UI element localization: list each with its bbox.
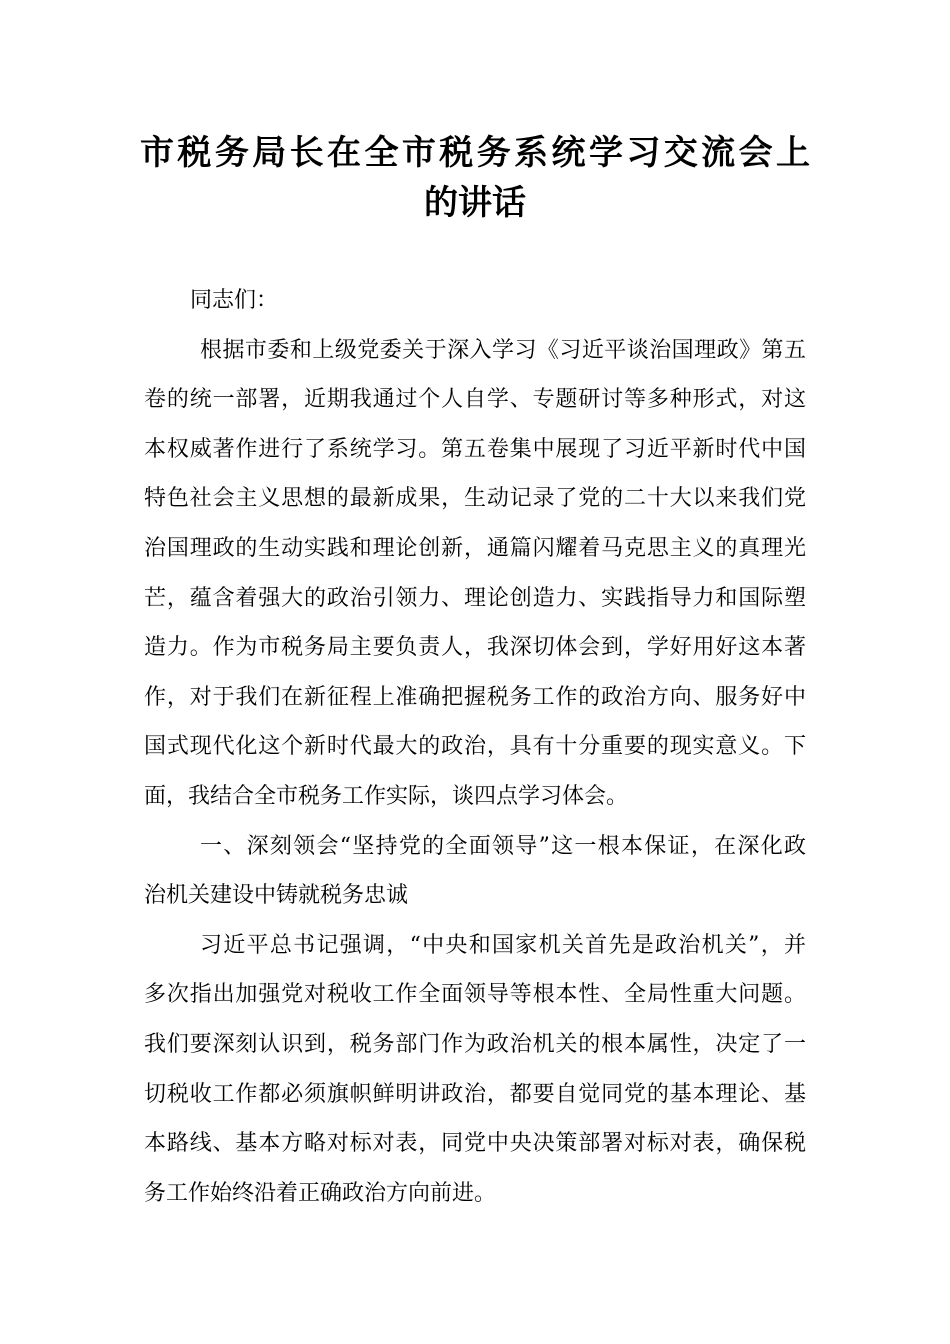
paragraph-line: 卷的统一部署，近期我通过个人自学、专题研讨等多种形式，对这 [144,387,806,413]
paragraph-line: 特色社会主义思想的最新成果，生动记录了党的二十大以来我们党 [144,486,806,512]
paragraph-line: 治国理政的生动实践和理论创新，通篇闪耀着马克思主义的真理光 [144,535,806,561]
paragraph-line: 根据市委和上级党委关于深入学习《习近平谈治国理政》第五 [200,337,806,363]
paragraph-intro [144,326,806,822]
heading-line: 一、深刻领会“坚持党的全面领导”这一根本保证，在深化政 [200,833,806,859]
paragraph-line: 作，对于我们在新征程上准确把握税务工作的政治方向、服务好中 [144,684,806,710]
paragraph-line: 多次指出加强党对税收工作全面领导等根本性、全局性重大问题。 [144,982,806,1008]
document-body [144,276,806,1218]
paragraph-line: 我们要深刻认识到，税务部门作为政治机关的根本属性，决定了一 [144,1031,806,1057]
paragraph-line: 面，我结合全市税务工作实际，谈四点学习体会。 [144,783,629,809]
paragraph-line: 务工作始终沿着正确政治方向前进。 [144,1180,497,1206]
document-title [140,128,810,228]
section-heading-1 [144,822,806,921]
paragraph-line: 芒，蕴含着强大的政治引领力、理论创造力、实践指导力和国际塑 [144,585,806,611]
paragraph-line: 习近平总书记强调，“中央和国家机关首先是政治机关”，并 [200,932,806,958]
paragraph-section-1 [144,921,806,1219]
salutation: 同志们： [190,288,279,313]
title-line-1: 市税务局长在全市税务系统学习交流会上 [140,133,810,173]
paragraph-line: 本权威著作进行了系统学习。第五卷集中展现了习近平新时代中国 [144,436,806,462]
paragraph-line: 造力。作为市税务局主要负责人，我深切体会到，学好用好这本著 [144,635,806,661]
title-line-2: 的讲话 [424,183,526,223]
heading-line: 治机关建设中铸就税务忠诚 [144,883,409,909]
paragraph-line: 国式现代化这个新时代最大的政治，具有十分重要的现实意义。下 [144,734,806,760]
paragraph-line: 本路线、基本方略对标对表，同党中央决策部署对标对表，确保税 [144,1131,806,1157]
paragraph-line: 切税收工作都必须旗帜鲜明讲政治，都要自觉同党的基本理论、基 [144,1081,806,1107]
